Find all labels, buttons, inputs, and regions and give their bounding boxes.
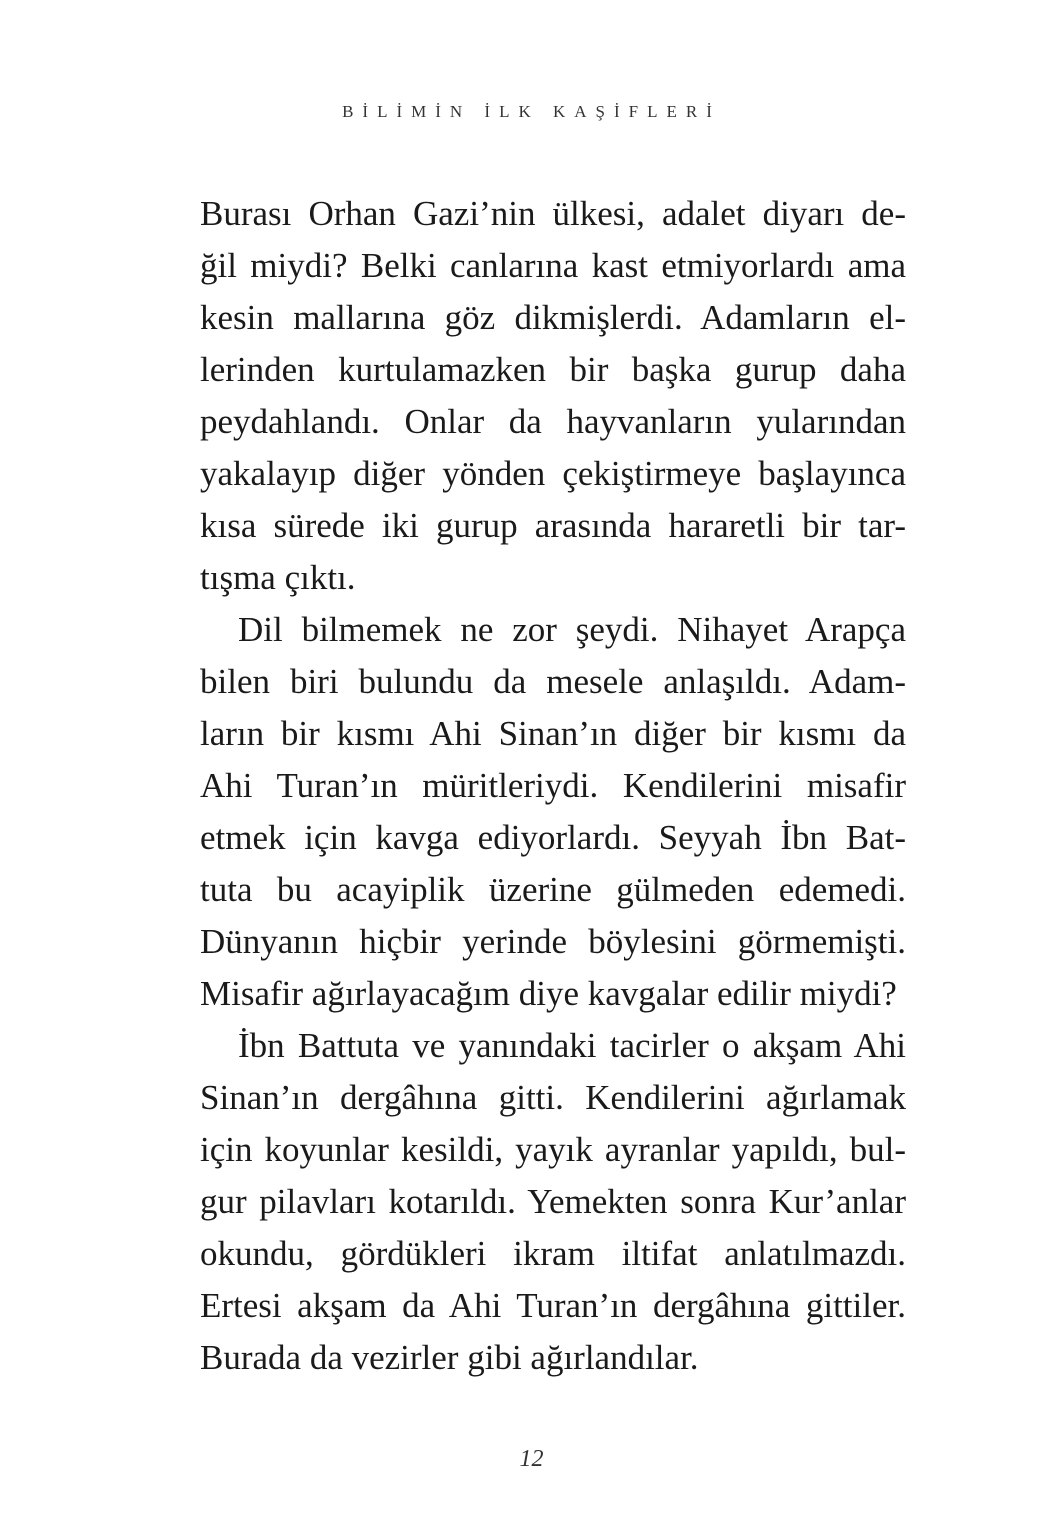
text-line: peydahlandı. Onlar da hayvanların yularından	[200, 402, 906, 441]
page-number: 12	[519, 1446, 544, 1472]
text-line: etmek için kavga ediyorlardı. Seyyah İbn Bat-	[200, 818, 906, 857]
text-line: tuta bu acayiplik üzerine gülmeden edemedi.	[200, 870, 906, 909]
running-head: BİLİMİN İLK KAŞİFLERİ	[342, 102, 721, 121]
text-line: kesin mallarına göz dikmişlerdi. Adamların el-	[200, 298, 906, 337]
text-line: İbn Battuta ve yanındaki tacirler o akşam Ahi	[238, 1026, 906, 1065]
paragraph	[200, 188, 906, 604]
text-line: için koyunlar kesildi, yayık ayranlar yapıldı, bul-	[200, 1130, 906, 1169]
text-line: Ertesi akşam da Ahi Turan’ın dergâhına gittiler.	[200, 1286, 906, 1325]
text-line: bilen biri bulundu da mesele anlaşıldı. Adam-	[200, 662, 906, 701]
text-line: gur pilavları kotarıldı. Yemekten sonra Kur’anlar	[200, 1182, 906, 1221]
text-line: Dünyanın hiçbir yerinde böylesini görmemişti.	[200, 922, 906, 961]
text-line: ğil miydi? Belki canlarına kast etmiyorlardı ama	[200, 246, 906, 285]
paragraph	[200, 1020, 906, 1384]
paragraph	[200, 604, 906, 1020]
text-line: ların bir kısmı Ahi Sinan’ın diğer bir kısmı da	[200, 714, 906, 753]
text-line: yakalayıp diğer yönden çekiştirmeye başlayınca	[200, 454, 906, 493]
body-text	[200, 188, 906, 1384]
text-line: kısa sürede iki gurup arasında hararetli bir tar-	[200, 506, 906, 545]
text-line: Burası Orhan Gazi’nin ülkesi, adalet diyarı de-	[200, 194, 906, 233]
text-line: lerinden kurtulamazken bir başka gurup daha	[200, 350, 906, 389]
text-line: Burada da vezirler gibi ağırlandılar.	[200, 1338, 699, 1377]
text-line: tışma çıktı.	[200, 558, 356, 597]
text-line: Sinan’ın dergâhına gitti. Kendilerini ağırlamak	[200, 1078, 906, 1117]
text-line: Ahi Turan’ın müritleriydi. Kendilerini misafir	[200, 766, 906, 805]
text-line: Dil bilmemek ne zor şeydi. Nihayet Arapça	[238, 610, 906, 649]
text-line: okundu, gördükleri ikram iltifat anlatılmazdı.	[200, 1234, 906, 1273]
text-line: Misafir ağırlayacağım diye kavgalar edilir miydi?	[200, 974, 897, 1013]
